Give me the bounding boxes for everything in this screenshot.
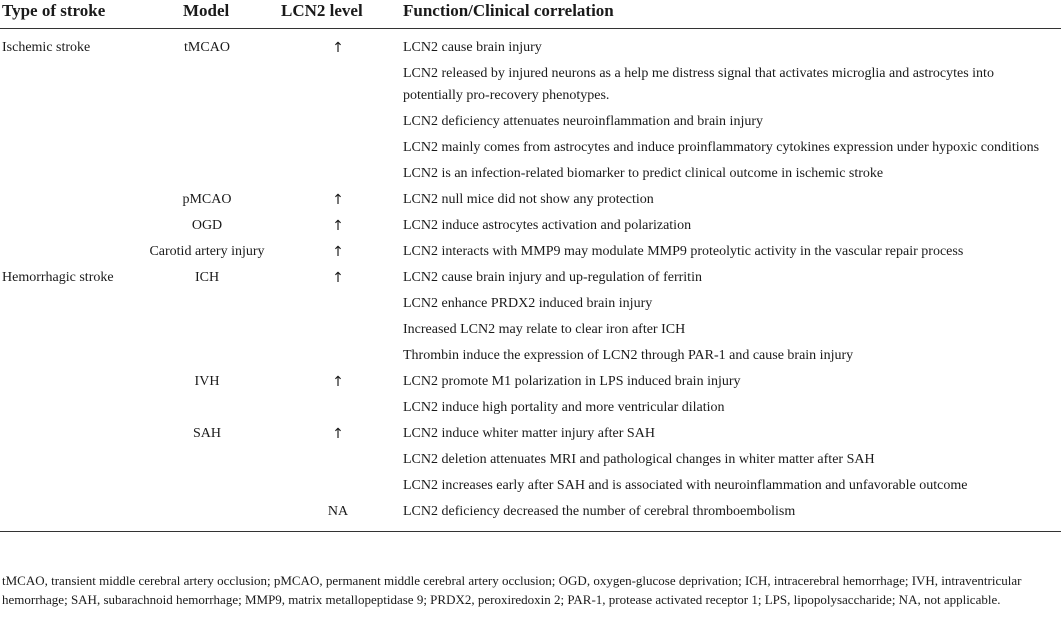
header-function: Function/Clinical correlation — [395, 0, 1061, 29]
table-row — [0, 369, 1061, 395]
header-model: Model — [133, 0, 281, 29]
cell-function: LCN2 cause brain injury — [403, 40, 542, 55]
table-header-row — [0, 0, 1061, 29]
cell-function: LCN2 promote M1 polarization in LPS induced brain injury — [403, 374, 741, 389]
cell-model — [133, 343, 281, 369]
cell-lcn2-level — [281, 447, 395, 473]
cell-lcn2-level — [281, 161, 395, 187]
table-row — [0, 135, 1061, 161]
cell-function: LCN2 released by injured neurons as a help me distress signal that activates microglia and astrocytes into potentially pro-recovery phenotypes. — [403, 66, 994, 103]
cell-model: Carotid artery injury — [149, 244, 265, 259]
cell-type-of-stroke — [0, 473, 133, 499]
cell-function: LCN2 enhance PRDX2 induced brain injury — [403, 296, 653, 311]
cell-model — [133, 135, 281, 161]
cell-type-of-stroke — [0, 499, 133, 532]
cell-type-of-stroke — [0, 317, 133, 343]
table-row — [0, 395, 1061, 421]
cell-lcn2-level: NA — [281, 499, 395, 532]
table-row — [0, 473, 1061, 499]
cell-lcn2-level: ↑ — [332, 244, 344, 260]
cell-function: LCN2 deficiency decreased the number of cerebral thromboembolism — [395, 499, 1061, 532]
cell-model — [133, 291, 281, 317]
cell-type-of-stroke — [0, 61, 133, 109]
cell-function: LCN2 induce high portality and more ventricular dilation — [403, 400, 725, 415]
table-row — [0, 109, 1061, 135]
table-row — [0, 317, 1061, 343]
cell-function: LCN2 mainly comes from astrocytes and induce proinflammatory cytokines expression under hypoxic conditions — [403, 140, 1040, 155]
cell-model — [133, 317, 281, 343]
cell-function: LCN2 null mice did not show any protection — [403, 192, 654, 207]
cell-model — [133, 447, 281, 473]
cell-function: LCN2 deficiency attenuates neuroinflammation and brain injury — [403, 114, 763, 129]
cell-function: LCN2 interacts with MMP9 may modulate MMP9 proteolytic activity in the vascular repair process — [403, 244, 964, 259]
cell-model: tMCAO — [184, 40, 230, 55]
cell-type-of-stroke: Hemorrhagic stroke — [2, 270, 114, 285]
table-row — [0, 239, 1061, 265]
table-footnote: tMCAO, transient middle cerebral artery occlusion; pMCAO, permanent middle cerebral artery occlusion; OGD, oxygen-glucose deprivation; ICH, intracerebral hemorrhage; IVH, intraventricular hemorrhage; SAH, subarachnoid hemorrhage; MMP9, matrix metallopeptidase 9; PRDX2, peroxiredoxin 2; PAR-1, protease activated receptor 1; LPS, lipopolysaccharide; NA, not applicable. — [2, 573, 1022, 607]
cell-model — [133, 499, 281, 532]
header-lcn2-level: LCN2 level — [281, 0, 395, 29]
table-row — [0, 499, 1061, 532]
table-row — [0, 291, 1061, 317]
cell-lcn2-level: ↑ — [332, 270, 344, 286]
cell-function: Thrombin induce the expression of LCN2 through PAR-1 and cause brain injury — [403, 348, 854, 363]
cell-function: LCN2 induce whiter matter injury after SAH — [403, 426, 655, 441]
cell-function: LCN2 increases early after SAH and is associated with neuroinflammation and unfavorable outcome — [403, 478, 968, 493]
cell-model — [133, 473, 281, 499]
cell-model — [133, 395, 281, 421]
cell-model — [133, 161, 281, 187]
cell-lcn2-level — [281, 135, 395, 161]
cell-model: pMCAO — [182, 192, 232, 207]
table-row — [0, 343, 1061, 369]
cell-function: LCN2 is an infection-related biomarker to predict clinical outcome in ischemic stroke — [403, 166, 884, 181]
table-row — [0, 29, 1061, 62]
cell-lcn2-level: ↑ — [332, 374, 344, 390]
cell-lcn2-level — [281, 395, 395, 421]
table-row — [0, 265, 1061, 291]
cell-type-of-stroke — [0, 109, 133, 135]
cell-type-of-stroke — [0, 135, 133, 161]
cell-type-of-stroke — [0, 213, 133, 239]
cell-model — [133, 61, 281, 109]
header-type-of-stroke: Type of stroke — [0, 0, 133, 29]
cell-lcn2-level — [281, 317, 395, 343]
table-row — [0, 61, 1061, 109]
cell-lcn2-level — [281, 291, 395, 317]
cell-function: LCN2 deletion attenuates MRI and pathological changes in whiter matter after SAH — [403, 452, 875, 467]
cell-lcn2-level: ↑ — [332, 426, 344, 442]
cell-type-of-stroke: Ischemic stroke — [2, 40, 91, 55]
cell-type-of-stroke — [0, 395, 133, 421]
cell-lcn2-level: ↑ — [332, 40, 344, 56]
cell-type-of-stroke — [0, 239, 133, 265]
cell-type-of-stroke — [0, 161, 133, 187]
cell-lcn2-level — [281, 109, 395, 135]
cell-type-of-stroke — [0, 369, 133, 395]
table-row — [0, 187, 1061, 213]
cell-lcn2-level — [281, 473, 395, 499]
cell-type-of-stroke — [0, 421, 133, 447]
cell-model — [133, 109, 281, 135]
cell-function: LCN2 induce astrocytes activation and polarization — [403, 218, 692, 233]
cell-type-of-stroke — [0, 447, 133, 473]
cell-model: SAH — [192, 426, 221, 441]
cell-type-of-stroke — [0, 291, 133, 317]
cell-type-of-stroke — [0, 343, 133, 369]
table-row — [0, 213, 1061, 239]
table-row — [0, 447, 1061, 473]
table-body — [0, 29, 1061, 532]
table-row — [0, 161, 1061, 187]
cell-lcn2-level: ↑ — [332, 192, 344, 208]
cell-lcn2-level: ↑ — [332, 218, 344, 234]
cell-function: Increased LCN2 may relate to clear iron after ICH — [403, 322, 686, 337]
cell-model: ICH — [194, 270, 220, 285]
cell-model: OGD — [191, 218, 223, 233]
cell-type-of-stroke — [0, 187, 133, 213]
cell-model: IVH — [194, 374, 220, 389]
cell-lcn2-level — [281, 343, 395, 369]
cell-lcn2-level — [281, 61, 395, 109]
cell-function: LCN2 cause brain injury and up-regulation of ferritin — [403, 270, 702, 285]
table-row — [0, 421, 1061, 447]
